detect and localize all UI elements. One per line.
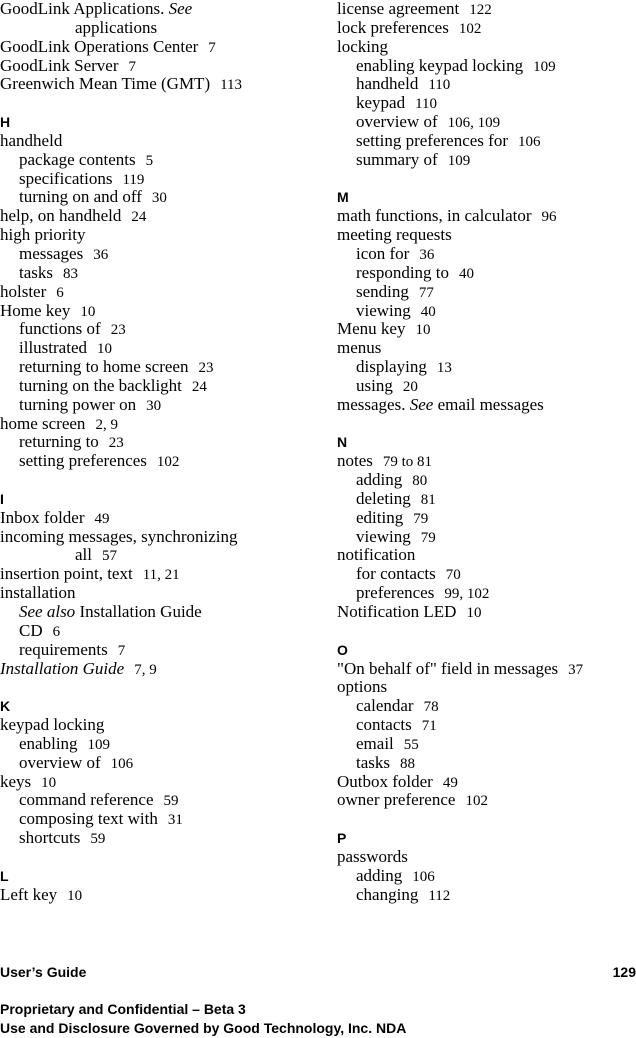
index-subentry: [337, 113, 636, 132]
entry-term: email: [356, 733, 394, 753]
index-subentry: [0, 396, 300, 415]
index-subentry: [0, 791, 300, 810]
entry-term: GoodLink Applications.: [0, 0, 169, 18]
page-reference[interactable]: 10: [466, 605, 482, 621]
index-letter-heading: P: [337, 830, 347, 847]
entry-term: returning to home screen: [19, 357, 189, 377]
index-subentry: [337, 94, 636, 113]
page-reference[interactable]: 10: [96, 341, 112, 358]
entry-term: enabling: [19, 733, 78, 753]
index-subentry: [0, 829, 300, 848]
index-subentry: [337, 283, 636, 302]
index-subentry: [0, 320, 300, 339]
index-subentry: [0, 264, 300, 283]
page-reference[interactable]: 6: [52, 623, 61, 640]
entry-term: functions of: [19, 319, 101, 339]
disclosure-line: Use and Disclosure Governed by Good Technology, Inc. NDA: [0, 1020, 407, 1036]
entry-term: tasks: [356, 752, 390, 772]
index-subentry: [0, 170, 300, 189]
entry-term: Greenwich Mean Time (GMT): [0, 74, 211, 94]
index-subentry: [337, 565, 636, 584]
index-entry-continuation: [0, 546, 300, 565]
page-reference[interactable]: 31: [167, 812, 183, 829]
page-reference[interactable]: 30: [151, 190, 167, 207]
entry-term: requirements: [19, 639, 108, 659]
index-entry: [337, 452, 636, 471]
page-reference[interactable]: 110: [415, 96, 438, 113]
page-reference[interactable]: 99, 102: [444, 586, 490, 603]
entry-term: GoodLink Server: [0, 55, 119, 75]
entry-term: contacts: [356, 715, 412, 735]
index-entry: [0, 716, 300, 735]
index-column-right: [337, 0, 636, 905]
entry-term: overview of: [19, 752, 101, 772]
page-reference[interactable]: 20: [402, 378, 418, 395]
entry-term: turning on the backlight: [19, 375, 182, 395]
entry-term: illustrated: [19, 338, 87, 358]
entry-term: handheld: [356, 74, 419, 94]
index-subentry: [337, 509, 636, 528]
index-column-left: [0, 0, 300, 905]
page-reference[interactable]: 55: [403, 736, 419, 753]
page-reference[interactable]: 112: [428, 887, 451, 904]
page-reference[interactable]: 7: [128, 58, 137, 75]
index-subentry: [337, 716, 636, 735]
page-reference[interactable]: 2, 9: [95, 416, 118, 433]
index-letter-heading: N: [337, 434, 348, 451]
entry-term: specifications: [19, 168, 113, 188]
section-gap: [337, 622, 636, 641]
index-subentry: [0, 754, 300, 773]
entry-term: Left key: [0, 884, 58, 904]
index-entry: [337, 773, 636, 792]
index-entry: [0, 584, 300, 603]
index-letter-heading: M: [337, 189, 349, 206]
entry-term: notes: [337, 451, 373, 471]
entry-term: keypad locking: [0, 715, 105, 735]
entry-term: menus: [337, 338, 382, 358]
index-letter-heading: H: [0, 114, 11, 131]
index-subentry: [337, 867, 636, 886]
entry-term: viewing: [356, 300, 411, 320]
index-entry: [0, 75, 300, 94]
index-subentry: [337, 358, 636, 377]
index-letter-heading: L: [0, 867, 9, 884]
index-subentry: [337, 75, 636, 94]
index-subentry: [0, 358, 300, 377]
page-reference[interactable]: 36: [419, 246, 435, 263]
index-entry: [0, 660, 300, 679]
entry-term: keypad: [356, 93, 406, 113]
entry-term: summary of: [356, 149, 438, 169]
index-subentry: [0, 339, 300, 358]
entry-term: license agreement: [337, 0, 460, 18]
page-reference[interactable]: 110: [428, 77, 451, 94]
index-entry: [0, 528, 300, 547]
entry-term: Menu key: [337, 319, 406, 339]
page-reference[interactable]: 10: [41, 774, 57, 791]
italic-term: Installation Guide: [0, 658, 125, 678]
entry-term: deleting: [356, 488, 411, 508]
entry-term: messages: [19, 243, 84, 263]
page-reference[interactable]: 78: [423, 699, 439, 716]
index-entry: [337, 546, 636, 565]
page-reference[interactable]: 10: [415, 322, 431, 339]
page-reference[interactable]: 80: [412, 473, 428, 490]
entry-term: incoming messages, synchronizing: [0, 526, 238, 546]
index-entry: [337, 678, 636, 697]
page-reference[interactable]: 119: [122, 171, 145, 188]
index-subentry: [0, 433, 300, 452]
entry-term: Installation Guide: [75, 602, 202, 621]
page-reference[interactable]: 70: [445, 567, 461, 584]
index-entry: [337, 320, 636, 339]
index-subentry: [337, 132, 636, 151]
index-entry: [0, 773, 300, 792]
page-reference[interactable]: 71: [421, 718, 437, 735]
page-reference[interactable]: 106, 109: [447, 115, 501, 132]
page-reference[interactable]: 5: [145, 152, 154, 169]
page-reference[interactable]: 79: [420, 529, 436, 546]
entry-term: viewing: [356, 526, 411, 546]
entry-term: applications: [75, 17, 158, 37]
page-reference[interactable]: 106: [110, 755, 134, 772]
entry-term: home screen: [0, 413, 86, 433]
entry-term: adding: [356, 865, 403, 885]
section-gap: [0, 94, 300, 113]
entry-term: shortcuts: [19, 828, 81, 848]
section-gap: [0, 678, 300, 697]
entry-term: Home key: [0, 300, 71, 320]
entry-term: all: [75, 545, 92, 565]
entry-term: high priority: [0, 225, 86, 245]
index-subentry: [0, 603, 300, 622]
entry-term: package contents: [19, 149, 136, 169]
index-entry: [337, 226, 636, 245]
index-subentry: [0, 377, 300, 396]
entry-term: icon for: [356, 243, 410, 263]
page-reference[interactable]: 109: [87, 736, 111, 753]
page-reference[interactable]: 10: [80, 303, 96, 320]
page-reference[interactable]: 109: [447, 152, 471, 169]
proprietary-line: Proprietary and Confidential – Beta 3: [0, 1001, 246, 1017]
index-entry: [337, 0, 636, 19]
page-number: 129: [612, 964, 636, 980]
index-entry: [337, 603, 636, 622]
index-subentry: [0, 245, 300, 264]
index-subentry: [337, 377, 636, 396]
index-entry: [0, 886, 300, 905]
page-reference[interactable]: 23: [198, 360, 214, 377]
index-subentry: [0, 151, 300, 170]
italic-term: See: [409, 394, 434, 414]
entry-term: Outbox folder: [337, 771, 433, 791]
index-subentry: [0, 810, 300, 829]
entry-term: help, on handheld: [0, 206, 122, 226]
page-reference[interactable]: 49: [94, 510, 110, 527]
page-reference[interactable]: 23: [108, 435, 124, 452]
page-reference[interactable]: 7, 9: [134, 661, 157, 678]
index-subentry: [337, 735, 636, 754]
entry-term: locking: [337, 36, 388, 56]
page-reference[interactable]: 81: [420, 491, 436, 508]
page-reference[interactable]: 37: [568, 661, 584, 678]
italic-term: See: [168, 0, 193, 18]
page-reference[interactable]: 102: [458, 20, 482, 37]
italic-term: See also: [19, 602, 76, 621]
confidentiality-notice: [0, 1000, 636, 1038]
section-gap: [0, 471, 300, 490]
entry-term: calendar: [356, 696, 414, 716]
index-entry: [0, 207, 300, 226]
index-subentry: [337, 245, 636, 264]
index-subentry: [337, 302, 636, 321]
page-reference[interactable]: 30: [146, 397, 162, 414]
entry-term: command reference: [19, 790, 154, 810]
page-reference[interactable]: 88: [400, 755, 415, 772]
index-entry: [337, 207, 636, 226]
page-reference[interactable]: 113: [220, 77, 243, 94]
index-subentry: [337, 264, 636, 283]
page-reference[interactable]: 109: [533, 58, 556, 75]
index-subentry: [337, 584, 636, 603]
index-subentry: [337, 697, 636, 716]
entry-term: insertion point, text: [0, 564, 133, 584]
section-gap: [0, 848, 300, 867]
entry-term: CD: [19, 620, 43, 640]
index-entry: [0, 226, 300, 245]
page-reference[interactable]: 24: [131, 209, 147, 226]
entry-term: composing text with: [19, 809, 158, 829]
page-reference[interactable]: 122: [469, 2, 492, 18]
index-subentry: [0, 641, 300, 660]
entry-term: turning on and off: [19, 187, 142, 207]
entry-term: messages.: [337, 394, 410, 414]
index-entry: [337, 660, 636, 679]
section-gap: [337, 170, 636, 189]
page-reference[interactable]: 13: [436, 360, 452, 377]
entry-term: Inbox folder: [0, 507, 85, 527]
index-entry-continuation: [0, 19, 300, 38]
index-entry: [0, 283, 300, 302]
entry-term: for contacts: [356, 564, 436, 584]
entry-term: keys: [0, 771, 32, 791]
index-entry: [337, 339, 636, 358]
section-gap: [337, 415, 636, 434]
index-subentry: [337, 886, 636, 905]
page-reference[interactable]: 83: [63, 265, 78, 282]
page-reference[interactable]: 40: [459, 265, 475, 282]
index-entry: [0, 38, 300, 57]
page-reference[interactable]: 59: [90, 831, 106, 848]
index-entry: [0, 509, 300, 528]
index-entry: [0, 0, 300, 19]
guide-title: User’s Guide: [0, 964, 87, 980]
index-entry: [0, 415, 300, 434]
page-footer: [0, 964, 636, 982]
index-subentry: [337, 57, 636, 76]
page-reference[interactable]: 11, 21: [142, 567, 180, 584]
page-reference[interactable]: 7: [117, 642, 126, 659]
entry-term: GoodLink Operations Center: [0, 36, 199, 56]
index-subentry: [337, 528, 636, 547]
entry-term: holster: [0, 281, 47, 301]
section-gap: [337, 810, 636, 829]
page-reference[interactable]: 49: [442, 774, 458, 791]
page-reference[interactable]: 59: [163, 793, 179, 810]
index-subentry: [337, 471, 636, 490]
entry-term: math functions, in calculator: [337, 206, 532, 226]
page-reference[interactable]: 102: [156, 454, 180, 471]
index-subentry: [0, 452, 300, 471]
entry-term: meeting requests: [337, 225, 452, 245]
index-entry: [0, 302, 300, 321]
entry-term: Notification LED: [337, 602, 457, 621]
entry-term: "On behalf of" field in messages: [337, 658, 559, 678]
page-reference[interactable]: 7: [208, 39, 216, 56]
index-subentry: [337, 490, 636, 509]
entry-term: lock preferences: [337, 17, 449, 37]
index-subentry: [0, 735, 300, 754]
page-reference[interactable]: 23: [110, 322, 126, 339]
page-reference[interactable]: 79: [413, 510, 429, 527]
entry-term: owner preference: [337, 790, 456, 810]
index-entry: [0, 565, 300, 584]
index-entry: [337, 19, 636, 38]
page-reference[interactable]: 106: [412, 868, 435, 885]
index-entry: [337, 38, 636, 57]
entry-term: overview of: [356, 112, 438, 132]
index-letter-heading: I: [0, 490, 4, 507]
page-reference[interactable]: 57: [102, 548, 117, 565]
entry-term: installation: [0, 583, 76, 603]
entry-term: using: [356, 375, 393, 395]
page-reference[interactable]: 106: [517, 133, 541, 150]
entry-term: email messages: [433, 394, 544, 414]
entry-term: sending: [356, 281, 409, 301]
page-reference[interactable]: 77: [418, 284, 434, 301]
page-reference[interactable]: 40: [420, 303, 436, 320]
page-reference[interactable]: 102: [465, 793, 488, 810]
entry-term: notification: [337, 545, 416, 565]
page-reference[interactable]: 96: [541, 209, 557, 226]
page-reference[interactable]: 24: [191, 378, 207, 395]
entry-term: passwords: [337, 846, 408, 866]
index-entry: [0, 57, 300, 76]
index-letter-heading: O: [337, 641, 348, 658]
entry-term: responding to: [356, 262, 450, 282]
entry-term: tasks: [19, 262, 53, 282]
page-reference[interactable]: 36: [93, 246, 109, 263]
entry-term: turning power on: [19, 394, 137, 414]
index-subentry: [0, 622, 300, 641]
entry-term: changing: [356, 884, 419, 904]
page-reference[interactable]: 10: [67, 887, 83, 904]
entry-term: editing: [356, 507, 404, 527]
index-entry: [337, 396, 636, 415]
index-subentry: [0, 188, 300, 207]
entry-term: returning to: [19, 432, 99, 452]
index-entry: [0, 132, 300, 151]
entry-term: setting preferences for: [356, 130, 508, 150]
entry-term: enabling keypad locking: [356, 55, 524, 75]
index-subentry: [337, 151, 636, 170]
page-reference[interactable]: 6: [56, 284, 64, 301]
entry-term: setting preferences: [19, 451, 147, 471]
entry-term: adding: [356, 470, 403, 490]
index-entry: [337, 791, 636, 810]
page-reference[interactable]: 79 to 81: [382, 454, 433, 471]
entry-term: handheld: [0, 130, 63, 150]
entry-term: displaying: [356, 357, 427, 377]
index-entry: [337, 848, 636, 867]
index-subentry: [337, 754, 636, 773]
entry-term: options: [337, 677, 388, 697]
entry-term: preferences: [356, 583, 435, 603]
index-letter-heading: K: [0, 698, 11, 715]
